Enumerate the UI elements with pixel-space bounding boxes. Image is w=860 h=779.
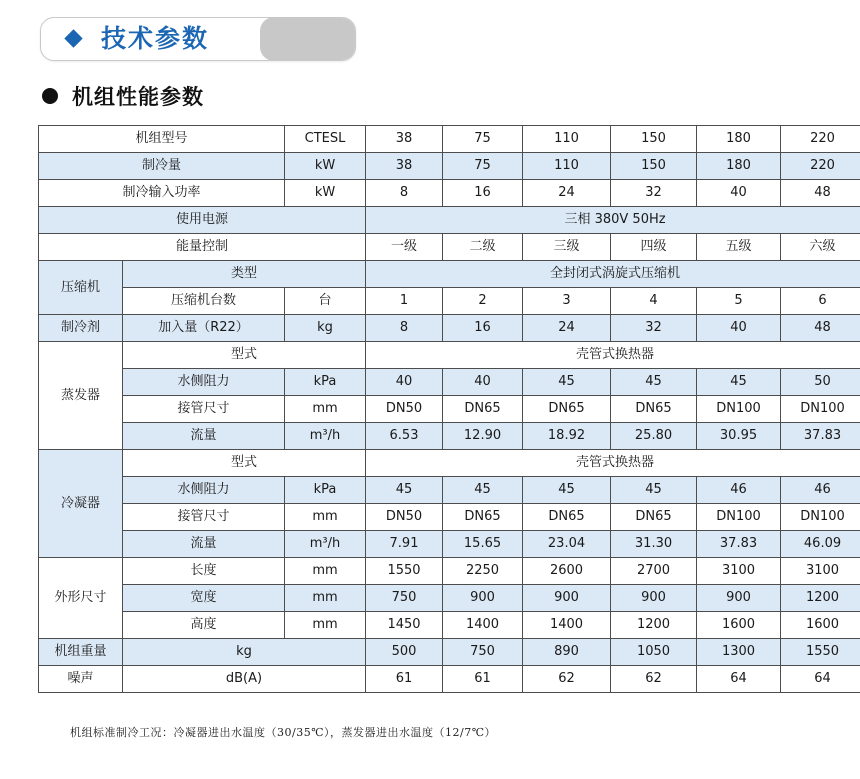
table-cell: DN65 [611,396,697,423]
table-cell: 三级 [523,234,611,261]
table-cell: 180 [697,153,781,180]
row-unit: kW [285,180,366,207]
table-cell: 75 [443,126,523,153]
table-row-compressor-type [39,261,860,288]
row-unit: kW [285,153,366,180]
table-cell: 五级 [697,234,781,261]
table-cell: DN65 [611,504,697,531]
table-cell: 50 [781,369,860,396]
table-cell: 2 [443,288,523,315]
table-cell: 890 [523,639,611,666]
table-cell: 8 [366,315,443,342]
table-cell: 46.09 [781,531,860,558]
table-cell: 75 [443,153,523,180]
table-row-weight [39,639,860,666]
row-label: 水侧阻力 [123,477,285,504]
group-label: 制冷剂 [39,315,123,342]
table-cell: DN100 [781,396,860,423]
row-unit: mm [285,585,366,612]
table-cell: 61 [366,666,443,693]
table-cell: 150 [611,126,697,153]
row-unit: kPa [285,477,366,504]
table-cell: 37.83 [697,531,781,558]
table-cell: 24 [523,180,611,207]
table-cell: 45 [523,369,611,396]
group-label: 压缩机 [39,261,123,315]
table-cell: 23.04 [523,531,611,558]
table-cell: DN50 [366,396,443,423]
table-cell: 12.90 [443,423,523,450]
table-cell: 2250 [443,558,523,585]
table-cell: DN65 [523,396,611,423]
table-cell: 900 [443,585,523,612]
table-row-height [39,612,860,639]
table-cell: 1 [366,288,443,315]
table-cell: 壳管式换热器 [366,450,860,477]
table-cell: 壳管式换热器 [366,342,860,369]
table-row-length [39,558,860,585]
table-cell: 1450 [366,612,443,639]
table-row-evaporator-flow [39,423,860,450]
table-cell: 32 [611,180,697,207]
table-cell: 1550 [781,639,860,666]
row-label: 水侧阻力 [123,369,285,396]
table-cell: 3 [523,288,611,315]
table-row-evaporator-type [39,342,860,369]
spec-table [38,125,860,693]
table-cell: 30.95 [697,423,781,450]
table-cell: 45 [697,369,781,396]
banner-decoration [260,17,356,61]
table-cell: 1300 [697,639,781,666]
group-label: 外形尺寸 [39,558,123,639]
table-row-condenser-pipe [39,504,860,531]
table-cell: DN65 [523,504,611,531]
table-cell: 110 [523,153,611,180]
row-label: 型式 [123,342,366,369]
table-cell: DN50 [366,504,443,531]
table-cell: 1200 [611,612,697,639]
table-cell: 7.91 [366,531,443,558]
bullet-icon [42,88,58,104]
table-cell: 16 [443,180,523,207]
table-cell: 38 [366,153,443,180]
row-unit: mm [285,504,366,531]
table-cell: 46 [697,477,781,504]
table-cell: 45 [443,477,523,504]
table-cell: 61 [443,666,523,693]
table-cell: 二级 [443,234,523,261]
table-row-noise [39,666,860,693]
diamond-icon [64,29,82,47]
table-cell: 150 [611,153,697,180]
table-cell: DN100 [697,396,781,423]
table-cell: 四级 [611,234,697,261]
table-cell: 2700 [611,558,697,585]
row-unit: 台 [285,288,366,315]
row-label: 类型 [123,261,366,288]
footnote: 机组标准制冷工况：冷凝器进出水温度（30/35℃），蒸发器进出水温度（12/7℃） [70,726,497,739]
row-label: 长度 [123,558,285,585]
row-unit: kg [285,315,366,342]
row-unit: mm [285,396,366,423]
table-cell: 40 [697,315,781,342]
table-cell: 220 [781,126,860,153]
table-cell: 25.80 [611,423,697,450]
banner-title: 技术参数 [101,24,210,53]
table-cell: 900 [697,585,781,612]
table-cell: 31.30 [611,531,697,558]
row-label: 流量 [123,423,285,450]
row-unit: m³/h [285,531,366,558]
table-cell: 六级 [781,234,860,261]
table-row-condenser-flow [39,531,860,558]
table-cell: 5 [697,288,781,315]
table-cell: 37.83 [781,423,860,450]
table-cell: 110 [523,126,611,153]
row-label: 高度 [123,612,285,639]
table-row-width [39,585,860,612]
section-heading [42,82,204,110]
table-cell: 750 [443,639,523,666]
table-cell: 4 [611,288,697,315]
table-cell: 1050 [611,639,697,666]
row-label: 加入量（R22） [123,315,285,342]
table-cell: 8 [366,180,443,207]
table-cell: DN65 [443,504,523,531]
table-cell: 40 [443,369,523,396]
table-cell: 900 [523,585,611,612]
table-row-evaporator-pipe [39,396,860,423]
table-row-power-supply [39,207,860,234]
table-row-capacity-control [39,234,860,261]
table-cell: 220 [781,153,860,180]
row-unit: kg [123,639,366,666]
row-label: 制冷量 [39,153,285,180]
table-row-refrigerant [39,315,860,342]
table-cell: 6 [781,288,860,315]
table-cell: 64 [697,666,781,693]
table-cell: 48 [781,315,860,342]
table-row-evaporator-resistance [39,369,860,396]
table-cell: 1600 [697,612,781,639]
table-row-model [39,126,860,153]
table-cell: 32 [611,315,697,342]
table-cell: 45 [523,477,611,504]
section-banner [40,17,356,61]
table-cell: 一级 [366,234,443,261]
table-cell: 16 [443,315,523,342]
table-cell: 750 [366,585,443,612]
row-unit: kPa [285,369,366,396]
table-cell: 45 [611,477,697,504]
table-cell: 45 [611,369,697,396]
row-label: 流量 [123,531,285,558]
table-cell: 45 [366,477,443,504]
table-cell: 全封闭式涡旋式压缩机 [366,261,860,288]
table-cell: 900 [611,585,697,612]
table-row-condenser-resistance [39,477,860,504]
table-cell: 48 [781,180,860,207]
table-cell: 1600 [781,612,860,639]
group-label: 蒸发器 [39,342,123,450]
table-cell: 3100 [697,558,781,585]
table-cell: DN100 [697,504,781,531]
table-cell: 15.65 [443,531,523,558]
table-cell: 62 [523,666,611,693]
table-cell: 64 [781,666,860,693]
row-label: 压缩机台数 [123,288,285,315]
table-row-cooling [39,153,860,180]
row-label: 型式 [123,450,366,477]
row-label: 能量控制 [39,234,366,261]
table-cell: 38 [366,126,443,153]
row-unit: mm [285,558,366,585]
row-label: 制冷输入功率 [39,180,285,207]
table-cell: 6.53 [366,423,443,450]
row-label: 接管尺寸 [123,504,285,531]
table-cell: DN100 [781,504,860,531]
row-label: 机组型号 [39,126,285,153]
table-cell: 三相 380V 50Hz [366,207,860,234]
table-cell: 40 [366,369,443,396]
table-cell: 46 [781,477,860,504]
table-cell: 62 [611,666,697,693]
row-label: 宽度 [123,585,285,612]
row-label: 使用电源 [39,207,366,234]
table-cell: 1550 [366,558,443,585]
table-cell: 24 [523,315,611,342]
table-row-compressor-count [39,288,860,315]
row-label: 接管尺寸 [123,396,285,423]
table-cell: 1200 [781,585,860,612]
row-unit: mm [285,612,366,639]
section-title: 机组性能参数 [72,85,204,109]
table-cell: 180 [697,126,781,153]
row-label: 噪声 [39,666,123,693]
table-cell: 1400 [523,612,611,639]
table-cell: 40 [697,180,781,207]
row-unit: m³/h [285,423,366,450]
table-cell: 500 [366,639,443,666]
table-cell: DN65 [443,396,523,423]
table-cell: 18.92 [523,423,611,450]
table-cell: 2600 [523,558,611,585]
row-unit: CTESL [285,126,366,153]
table-cell: 1400 [443,612,523,639]
table-row-power-input [39,180,860,207]
group-label: 冷凝器 [39,450,123,558]
table-cell: 3100 [781,558,860,585]
row-unit: dB(A) [123,666,366,693]
row-label: 机组重量 [39,639,123,666]
table-row-condenser-type [39,450,860,477]
